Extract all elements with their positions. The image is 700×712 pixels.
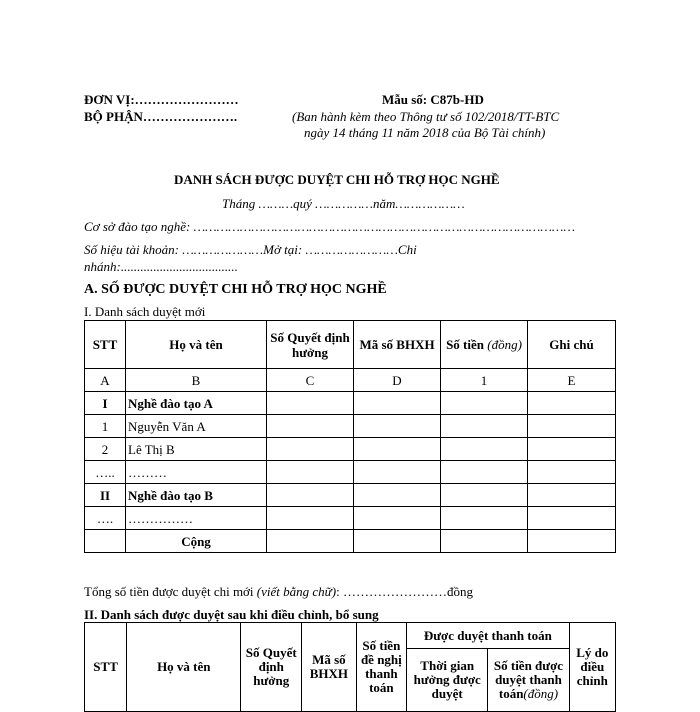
header-stt: STT [85, 321, 126, 369]
table-code-row [85, 369, 616, 392]
header-amount-label: Số tiền [446, 337, 484, 352]
training-facility-line: Cơ sở đào tạo nghề: ……………………………………………………………………………………… [84, 219, 576, 234]
stt-cell: II [85, 484, 126, 507]
table-row [85, 392, 616, 415]
subsection-ii-heading: II. Danh sách được duyệt sau khi điều chỉnh, bổ sung [84, 607, 379, 622]
total-amount-blank: : ……………………đồng [336, 584, 473, 599]
header-approved-amount [488, 649, 569, 712]
header-amount-unit: (đồng) [487, 337, 522, 352]
header-decision-number: Số Quyết định hưởng [241, 623, 302, 712]
period-line: Tháng ………quý ……………năm……………… [222, 196, 465, 211]
code-cell: E [528, 369, 616, 392]
total-amount-in-words-note: (viết bằng chữ) [256, 584, 337, 599]
header-stt: STT [85, 623, 127, 712]
stt-cell [85, 530, 126, 553]
code-cell: D [354, 369, 441, 392]
document-title: DANH SÁCH ĐƯỢC DUYỆT CHI HỖ TRỢ HỌC NGHỀ [174, 172, 500, 187]
branch-line: nhánh:.................................... [84, 259, 238, 274]
issuance-note-line-2: ngày 14 tháng 11 năm 2018 của Bộ Tài chính) [304, 125, 546, 140]
header-approved-amount-label: Số tiền được duyệt thanh toán [493, 658, 564, 701]
table-header-row [85, 321, 616, 369]
header-adjustment-reason: Lý do điều chỉnh [569, 623, 615, 712]
stt-cell: …. [85, 507, 126, 530]
stt-cell: I [85, 392, 126, 415]
code-cell: C [267, 369, 354, 392]
name-cell: Nghề đào tạo B [126, 484, 267, 507]
don-vi-label: ĐƠN VỊ:…………………… [84, 92, 239, 107]
header-requested-amount: Số tiền đề nghị thanh toán [356, 623, 406, 712]
header-name: Họ và tên [127, 623, 241, 712]
header-amount [441, 321, 528, 369]
adjusted-approval-table [84, 622, 616, 712]
header-notes: Ghi chú [528, 321, 616, 369]
table-row [85, 484, 616, 507]
header-approved-period: Thời gian hưởng được duyệt [407, 649, 488, 712]
new-approval-table [84, 320, 616, 553]
header-name: Họ và tên [126, 321, 267, 369]
header-approved-amount-unit: (đồng) [523, 686, 559, 701]
name-cell: …………… [126, 507, 267, 530]
name-cell: Lê Thị B [126, 438, 267, 461]
section-a-heading: A. SỐ ĐƯỢC DUYỆT CHI HỖ TRỢ HỌC NGHỀ [84, 282, 387, 297]
table-row [85, 415, 616, 438]
code-cell: B [126, 369, 267, 392]
header-decision-number: Số Quyết định hưởng [267, 321, 354, 369]
stt-cell: 1 [85, 415, 126, 438]
stt-cell: 2 [85, 438, 126, 461]
subsection-i-heading: I. Danh sách duyệt mới [84, 304, 206, 319]
name-cell: Nguyễn Văn A [126, 415, 267, 438]
total-amount-line [84, 584, 473, 600]
header-social-insurance-number: Mã số BHXH [354, 321, 441, 369]
name-cell: ……… [126, 461, 267, 484]
header-social-insurance-number: Mã số BHXH [302, 623, 357, 712]
total-row [85, 530, 616, 553]
total-amount-label: Tổng số tiền được duyệt chi mới [84, 584, 254, 599]
total-label: Cộng [126, 530, 267, 553]
table-row [85, 438, 616, 461]
table-row [85, 461, 616, 484]
table-header-row [85, 623, 616, 649]
form-number: Mẫu số: C87b-HD [382, 92, 484, 107]
issuance-note-line-1: (Ban hành kèm theo Thông tư số 102/2018/TT-BTC [292, 109, 560, 124]
code-cell: 1 [441, 369, 528, 392]
header-approved-payment: Được duyệt thanh toán [407, 623, 570, 649]
stt-cell: ….. [85, 461, 126, 484]
bo-phan-label: BỘ PHẬN…………………. [84, 109, 238, 124]
table-row [85, 507, 616, 530]
name-cell: Nghề đào tạo A [126, 392, 267, 415]
account-number-line: Số hiệu tài khoản: …………………Mở tại: ……………………Chi [84, 242, 417, 257]
code-cell: A [85, 369, 126, 392]
